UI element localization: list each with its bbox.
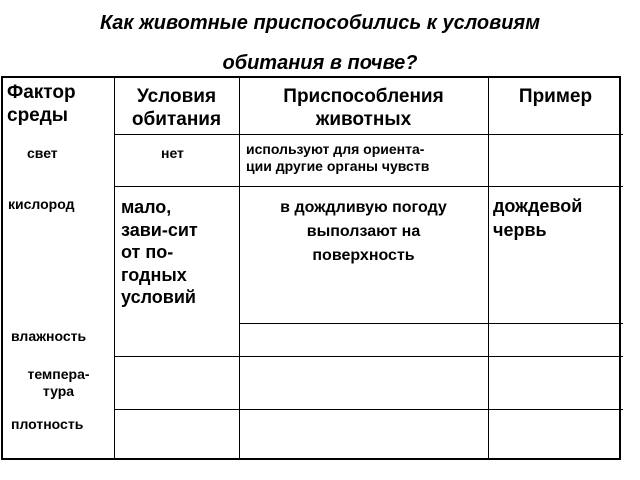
header-adaptations-line: животных (315, 108, 412, 130)
conditions-light: нет (161, 145, 184, 161)
adaptation-oxygen (239, 196, 488, 268)
header-factor-line: Фактор (7, 82, 76, 103)
conditions-oxygen-line: годных (121, 264, 187, 285)
conditions-oxygen-line: зави-сит (121, 219, 198, 240)
column-divider (239, 78, 240, 458)
header-conditions-line: обитания (131, 108, 222, 130)
column-divider (488, 78, 489, 458)
factor-density: плотность (11, 416, 84, 432)
row-divider (114, 134, 623, 135)
row-divider (114, 409, 623, 410)
header-factor (7, 82, 76, 128)
factor-temperature-line: темпера- (27, 366, 90, 382)
example-oxygen-line: червь (493, 220, 547, 241)
factor-temperature (3, 366, 114, 400)
conditions-oxygen (121, 196, 198, 309)
conditions-oxygen-line: от по- (121, 242, 174, 262)
page-title-line-1: Как животные приспособились к условиям (99, 12, 541, 34)
adaptation-oxygen-line: поверхность (312, 247, 415, 264)
example-oxygen (493, 194, 582, 243)
factor-temperature-line: тура (42, 382, 75, 399)
factor-oxygen: кислород (8, 196, 75, 212)
column-divider (114, 78, 115, 458)
header-adaptations (239, 86, 488, 132)
row-divider (114, 356, 623, 357)
adaptation-oxygen-line: в дождливую погоду (280, 199, 447, 216)
example-oxygen-line: дождевой (493, 196, 583, 216)
factor-light: свет (27, 145, 58, 161)
header-example: Пример (518, 86, 593, 107)
adaptation-table (1, 76, 621, 460)
page-title-line-2: обитания в почве? (222, 52, 418, 74)
adaptation-light-line: используют для ориента- (246, 141, 425, 157)
conditions-oxygen-line: условий (121, 287, 196, 307)
header-conditions-line: Условия (136, 86, 217, 107)
conditions-oxygen-line: мало, (121, 197, 172, 217)
factor-humidity: влажность (11, 328, 87, 344)
header-conditions (114, 86, 239, 132)
header-adaptations-line: Приспособления (283, 86, 444, 107)
row-divider (239, 323, 623, 324)
adaptation-oxygen-line: выползают на (306, 223, 421, 240)
header-factor-line: среды (7, 104, 69, 126)
adaptation-light-line: ции другие органы чувств (246, 157, 430, 174)
row-divider (114, 186, 623, 187)
adaptation-light (246, 141, 429, 175)
